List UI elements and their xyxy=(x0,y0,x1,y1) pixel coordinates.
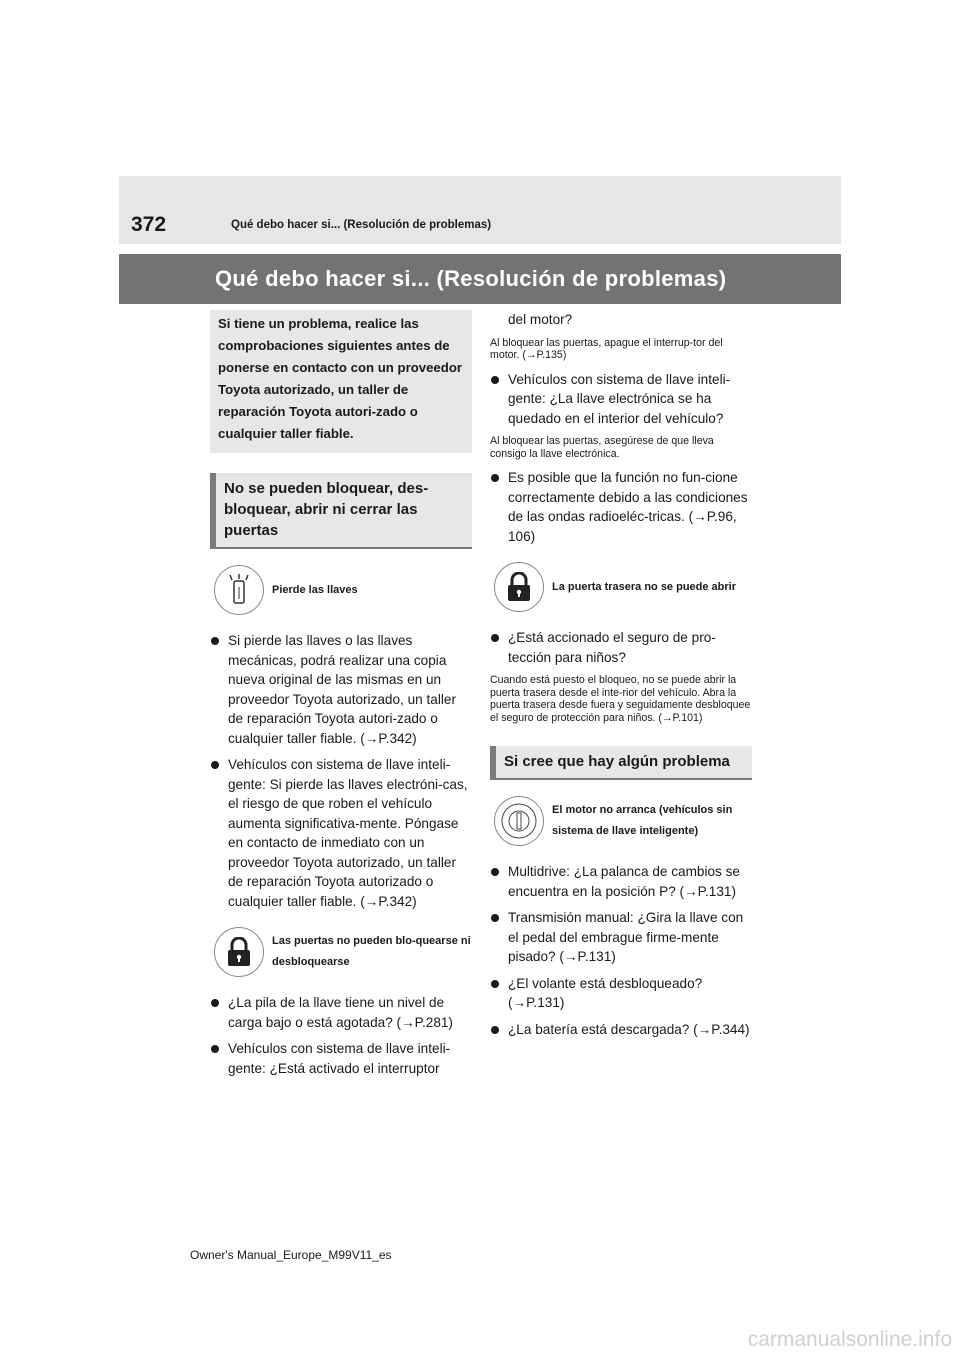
lost-keys-caption: Pierde las llaves xyxy=(272,583,358,596)
bullet-item: Es posible que la función no fun-cione correctamente debido a las condiciones de las ondas radioeléc-tricas. (→P.96, 106) xyxy=(490,468,752,546)
note: Cuando está puesto el bloqueo, no se puede abrir la puerta trasera desde el inte-rior del vehículo. Abra la puerta trasera desde fuera y seguidamente desbloquee el seguro de protección para niños. (→P.101) xyxy=(490,674,751,724)
continued-text: del motor? xyxy=(508,312,573,327)
key-icon xyxy=(214,565,264,615)
bullet-item: Vehículos con sistema de llave inteli-gente: ¿Está activado el interruptor xyxy=(210,1039,472,1078)
footer: Owner's Manual_Europe_M99V11_es xyxy=(190,1248,392,1262)
intro-box: Si tiene un problema, realice las comprobaciones siguientes antes de ponerse en contacto con un proveedor Toyota autorizado, un taller de reparación Toyota autori-zado o cualquier taller fiable. xyxy=(210,310,472,453)
left-column xyxy=(210,310,472,1085)
page-number: 372 xyxy=(131,213,167,236)
bullet-item: ¿La pila de la llave tiene un nivel de carga bajo o está agotada? (→P.281) xyxy=(210,993,472,1032)
bullet-item: Multidrive: ¿La palanca de cambios se encuentra en la posición P? (→P.131) xyxy=(490,862,752,901)
bullet-item: Transmisión manual: ¿Gira la llave con el pedal del embrague firme-mente pisado? (→P.131) xyxy=(490,908,752,967)
right-column xyxy=(490,310,752,1046)
bullet-item: ¿La batería está descargada? (→P.344) xyxy=(490,1020,752,1040)
engine-caption: El motor no arranca (vehículos sin sistema de llave inteligente) xyxy=(552,804,733,837)
padlock-icon xyxy=(494,562,544,612)
bullet-item: Vehículos con sistema de llave inteli-gente: ¿La llave electrónica se ha quedado en el interior del vehículo? xyxy=(490,370,752,429)
ignition-switch-icon xyxy=(494,796,544,846)
page-title: Qué debo hacer si... (Resolución de problemas) xyxy=(119,254,841,304)
running-head: Qué debo hacer si... (Resolución de problemas) xyxy=(231,219,492,231)
bullet-item: ¿Está accionado el seguro de pro-tección para niños? xyxy=(490,628,752,667)
watermark: carmanualsonline.info xyxy=(747,1328,952,1351)
note: Al bloquear las puertas, apague el interrup-tor del motor. (→P.135) xyxy=(490,336,723,361)
lock-doors-caption: Las puertas no pueden blo-quearse ni desbloquearse xyxy=(272,935,471,968)
lock-doors-row xyxy=(214,927,472,977)
bullet-item: ¿El volante está desbloqueado? (→P.131) xyxy=(490,974,752,1013)
header-bar xyxy=(119,176,841,244)
note: Al bloquear las puertas, asegúrese de que lleva consigo la llave electrónica. xyxy=(490,435,714,460)
engine-row xyxy=(494,796,752,846)
lost-keys-row xyxy=(214,565,472,615)
bullet-item: Si pierde las llaves o las llaves mecánicas, podrá realizar una copia nueva original de las mismas en un proveedor Toyota autorizado, un taller de reparación Toyota autori-zado o cualquier taller fiable. (→P.342) xyxy=(210,631,472,748)
section-heading-doors: No se pueden bloquear, des-bloquear, abrir ni cerrar las puertas xyxy=(210,473,472,549)
rear-door-row xyxy=(494,562,752,612)
section-heading-problem: Si cree que hay algún problema xyxy=(490,746,752,780)
bullet-item: Vehículos con sistema de llave inteli-gente: Si pierde las llaves electróni-cas, el riesgo de que roben el vehículo aumenta significativa-mente. Póngase en contacto de inmediato con un proveedor Toyota autorizado, un taller de reparación Toyota autorizado o cualquier taller fiable. (→P.342) xyxy=(210,755,472,911)
rear-door-caption: La puerta trasera no se puede abrir xyxy=(552,580,737,593)
padlock-icon xyxy=(214,927,264,977)
